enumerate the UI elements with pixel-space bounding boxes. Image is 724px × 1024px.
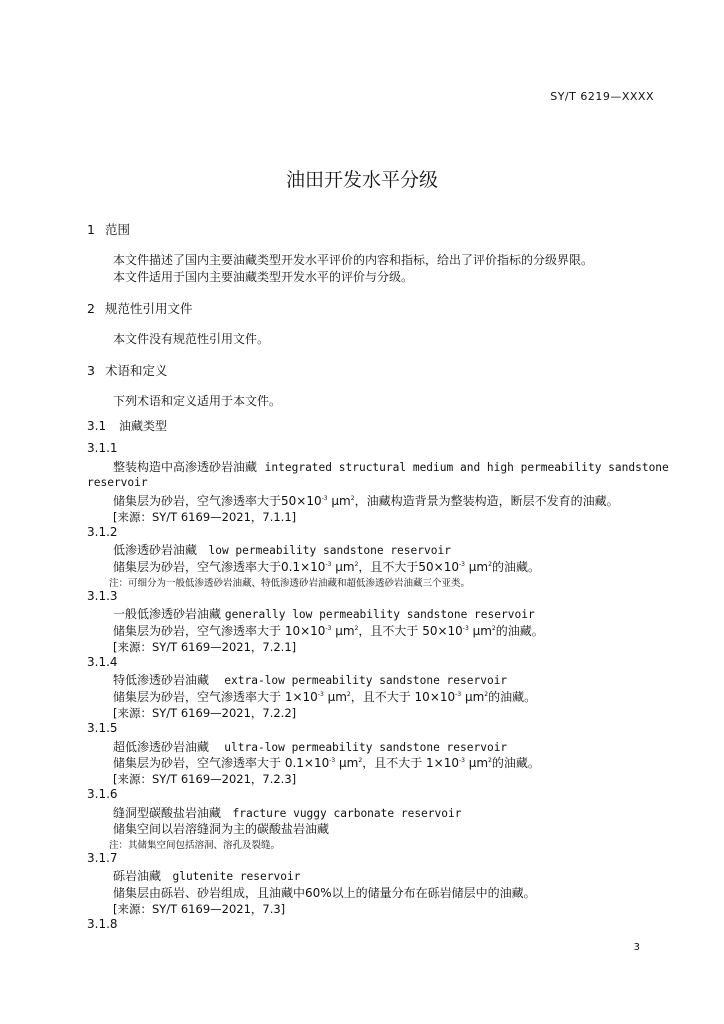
term-note: 注：其储集空间包括溶洞、溶孔及裂缝。 — [109, 840, 281, 851]
term-heading — [113, 738, 507, 755]
term-definition: 储集层为砂岩，空气渗透率大于$50\times 10^{-3}$ $\mu m^2$，油藏构造背景为整装构造，断层不发育的油藏。 — [113, 494, 619, 508]
term-en: generally low permeability sandstone reservoir — [224, 608, 535, 621]
term-definition: 储集层为砂岩，空气渗透率大于$0.1\times 10^{-3}$ $\mu m^2$，且不大于$50\times 10^{-3}$ $\mu m^2$的油藏。 — [113, 560, 540, 574]
term-definition: 储集层为砂岩，空气渗透率大于 $10\times 10^{-3}$ $\mu m^2$，且不大于 $50\times 10^{-3}$ $\mu m^2$的油藏。 — [113, 624, 544, 638]
term-en: integrated structural medium and high permeability sandstone — [264, 461, 669, 474]
term-number: 3.1.3 — [87, 589, 118, 603]
term-number: 3.1.8 — [87, 917, 118, 931]
term-en: glutenite reservoir — [172, 870, 301, 883]
subsection-number: 3.1 — [87, 419, 107, 433]
term-number: 3.1.5 — [87, 721, 118, 735]
term-source: [来源：SY/T 6169—2021，7.2.3] — [113, 772, 297, 786]
term-heading — [113, 605, 535, 622]
section-number: 2 — [87, 301, 95, 316]
section-number: 1 — [87, 222, 95, 237]
term-number: 3.1.2 — [87, 525, 118, 539]
section-1-heading — [87, 220, 130, 238]
paragraph: 本文件描述了国内主要油藏类型开发水平评价的内容和指标，给出了评价指标的分级界限。 — [113, 253, 594, 267]
section-title: 规范性引用文件 — [105, 301, 193, 316]
term-definition: 储集层为砂岩，空气渗透率大于 $1\times 10^{-3}$ $\mu m^2$，且不大于 $10\times 10^{-3}$ $\mu m^2$的油藏。 — [113, 690, 537, 704]
term-zh: 超低渗透砂岩油藏 — [113, 740, 210, 754]
subsection-title: 油藏类型 — [119, 419, 168, 433]
term-source: [来源：SY/T 6169—2021，7.3] — [113, 902, 286, 916]
section-title: 范围 — [105, 222, 131, 237]
term-zh: 缝洞型碳酸盐岩油藏 — [113, 806, 222, 820]
term-zh: 一般低渗透砂岩油藏 — [113, 607, 222, 621]
term-number: 3.1.7 — [87, 851, 118, 865]
term-zh: 砾岩油藏 — [113, 869, 162, 883]
paragraph: 本文件适用于国内主要油藏类型开发水平的评价与分级。 — [113, 270, 414, 284]
page-title: 油田开发水平分级 — [285, 169, 438, 191]
term-number: 3.1.4 — [87, 655, 118, 669]
term-en: ultra-low permeability sandstone reservoir — [224, 741, 508, 754]
page-number: 3 — [633, 942, 640, 953]
term-heading — [113, 867, 300, 884]
term-zh: 低渗透砂岩油藏 — [113, 543, 198, 557]
document-code: SY/T 6219—XXXX — [550, 90, 654, 103]
term-heading — [113, 804, 461, 821]
paragraph: 本文件没有规范性引用文件。 — [113, 332, 270, 346]
term-source: [来源：SY/T 6169—2021，7.1.1] — [113, 510, 297, 524]
term-zh: 特低渗透砂岩油藏 — [113, 673, 210, 687]
term-en: low permeability sandstone reservoir — [208, 544, 451, 557]
term-number: 3.1.6 — [87, 787, 118, 801]
term-definition: 储集层由砾岩、砂岩组成，且油藏中60%以上的储量分布在砾岩储层中的油藏。 — [113, 886, 536, 900]
section-2-heading — [87, 299, 193, 317]
term-note: 注：可细分为一般低渗透砂岩油藏、特低渗透砂岩油藏和超低渗透砂岩油藏三个亚类。 — [109, 578, 471, 589]
term-heading — [113, 541, 451, 558]
term-zh: 整装构造中高渗透砂岩油藏 — [113, 460, 258, 474]
term-source: [来源：SY/T 6169—2021，7.2.2] — [113, 706, 297, 720]
section-number: 3 — [87, 363, 95, 378]
term-en-continued: reservoir — [87, 476, 148, 489]
term-en: extra-low permeability sandstone reservoir — [224, 674, 508, 687]
term-en: fracture vuggy carbonate reservoir — [232, 807, 462, 820]
subsection-heading — [87, 417, 167, 434]
term-definition: 储集空间以岩溶缝洞为主的碳酸盐岩油藏 — [113, 822, 330, 836]
term-heading — [113, 458, 669, 475]
term-heading — [113, 671, 507, 688]
term-source: [来源：SY/T 6169—2021，7.2.1] — [113, 640, 297, 654]
paragraph: 下列术语和定义适用于本文件。 — [113, 394, 282, 408]
term-definition: 储集层为砂岩，空气渗透率大于 $0.1\times 10^{-3}$ $\mu m^2$，且不大于 $1\times 10^{-3}$ $\mu m^2$的油藏。 — [113, 756, 540, 770]
section-3-heading — [87, 361, 168, 379]
term-number: 3.1.1 — [87, 441, 118, 455]
section-title: 术语和定义 — [105, 363, 168, 378]
